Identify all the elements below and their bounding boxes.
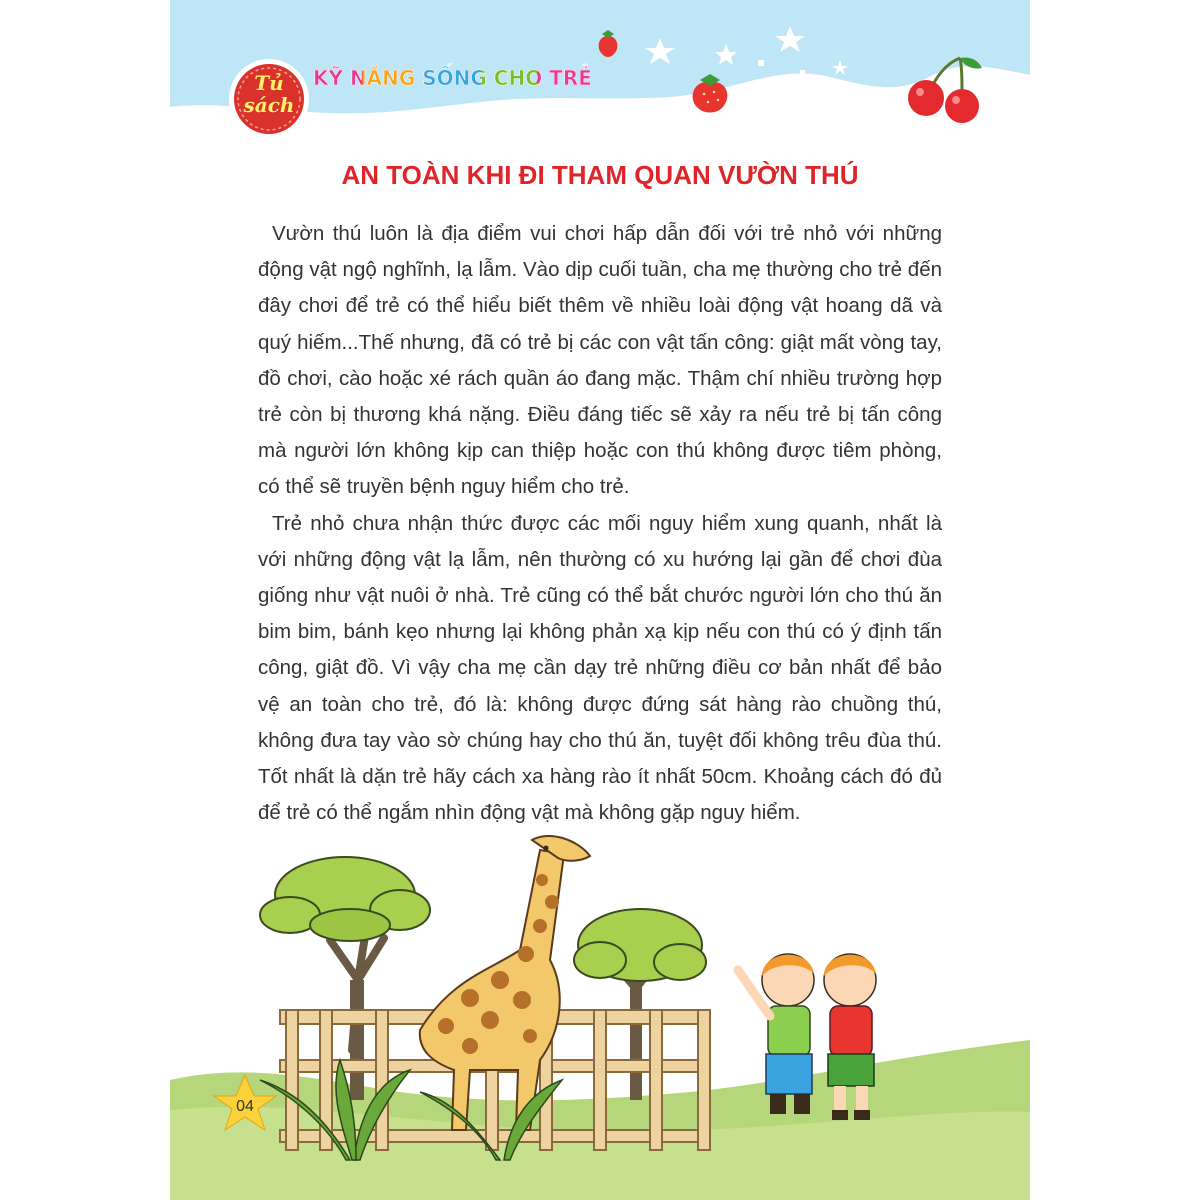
series-title-text: KỸ NĂNG SỐNG CHO TRẺ [313, 66, 592, 90]
paragraph: Vườn thú luôn là địa điểm vui chơi hấp dẫn đối với trẻ nhỏ với những động vật ngộ nghĩnh, lạ lẫm. Vào dịp cuối tuần, cha mẹ thường cho trẻ đến đây chơi để trẻ có thể hiểu biết thêm về nhiều loài động vật hoang dã và quý hiếm...Thế nhưng, đã có trẻ bị các con vật tấn công: giật mất vòng tay, đồ chơi, cào hoặc xé rách quần áo đang mặc. Thậm chí nhiều trường hợp trẻ còn bị thương khá nặng. Điều đáng tiếc sẽ xảy ra nếu trẻ bị tấn công mà người lớn không kịp can thiệp hoặc con thú không được tiêm phòng, có thể sẽ truyền bệnh nguy hiểm cho trẻ. [258, 222, 942, 499]
series-title [312, 66, 593, 90]
zoo-illustration [170, 830, 1030, 1200]
article-title: AN TOÀN KHI ĐI THAM QUAN VƯỜN THÚ [341, 160, 859, 190]
page-number: 04 [236, 1098, 254, 1115]
book-page [170, 0, 1030, 1200]
article-body [258, 216, 942, 831]
badge-text: Tủ sách [243, 71, 295, 117]
giraffe-illustration [420, 836, 590, 1130]
paragraph: Trẻ nhỏ chưa nhận thức được các mối nguy hiểm xung quanh, nhất là với những động vật lạ lẫm, nên thường có xu hướng lại gần để chơi đùa giống như vật nuôi ở nhà. Trẻ cũng có thể bắt chước người lớn cho thú ăn bim bim, bánh kẹo nhưng lại không phản xạ kịp nếu con thú có ý định tấn công, giật đồ. Vì vậy cha mẹ cần dạy trẻ những điều cơ bản nhất để bảo vệ an toàn cho trẻ, đó là: không được đứng sát hàng rào chuồng thú, không đưa tay vào sờ chúng hay cho thú ăn, tuyệt đối không trêu đùa thú. Tốt nhất là dặn trẻ hãy cách xa hàng rào ít nhất 50cm. Khoảng cách đó đủ để trẻ có thể ngắm nhìn động vật mà không gặp nguy hiểm. [258, 511, 942, 825]
